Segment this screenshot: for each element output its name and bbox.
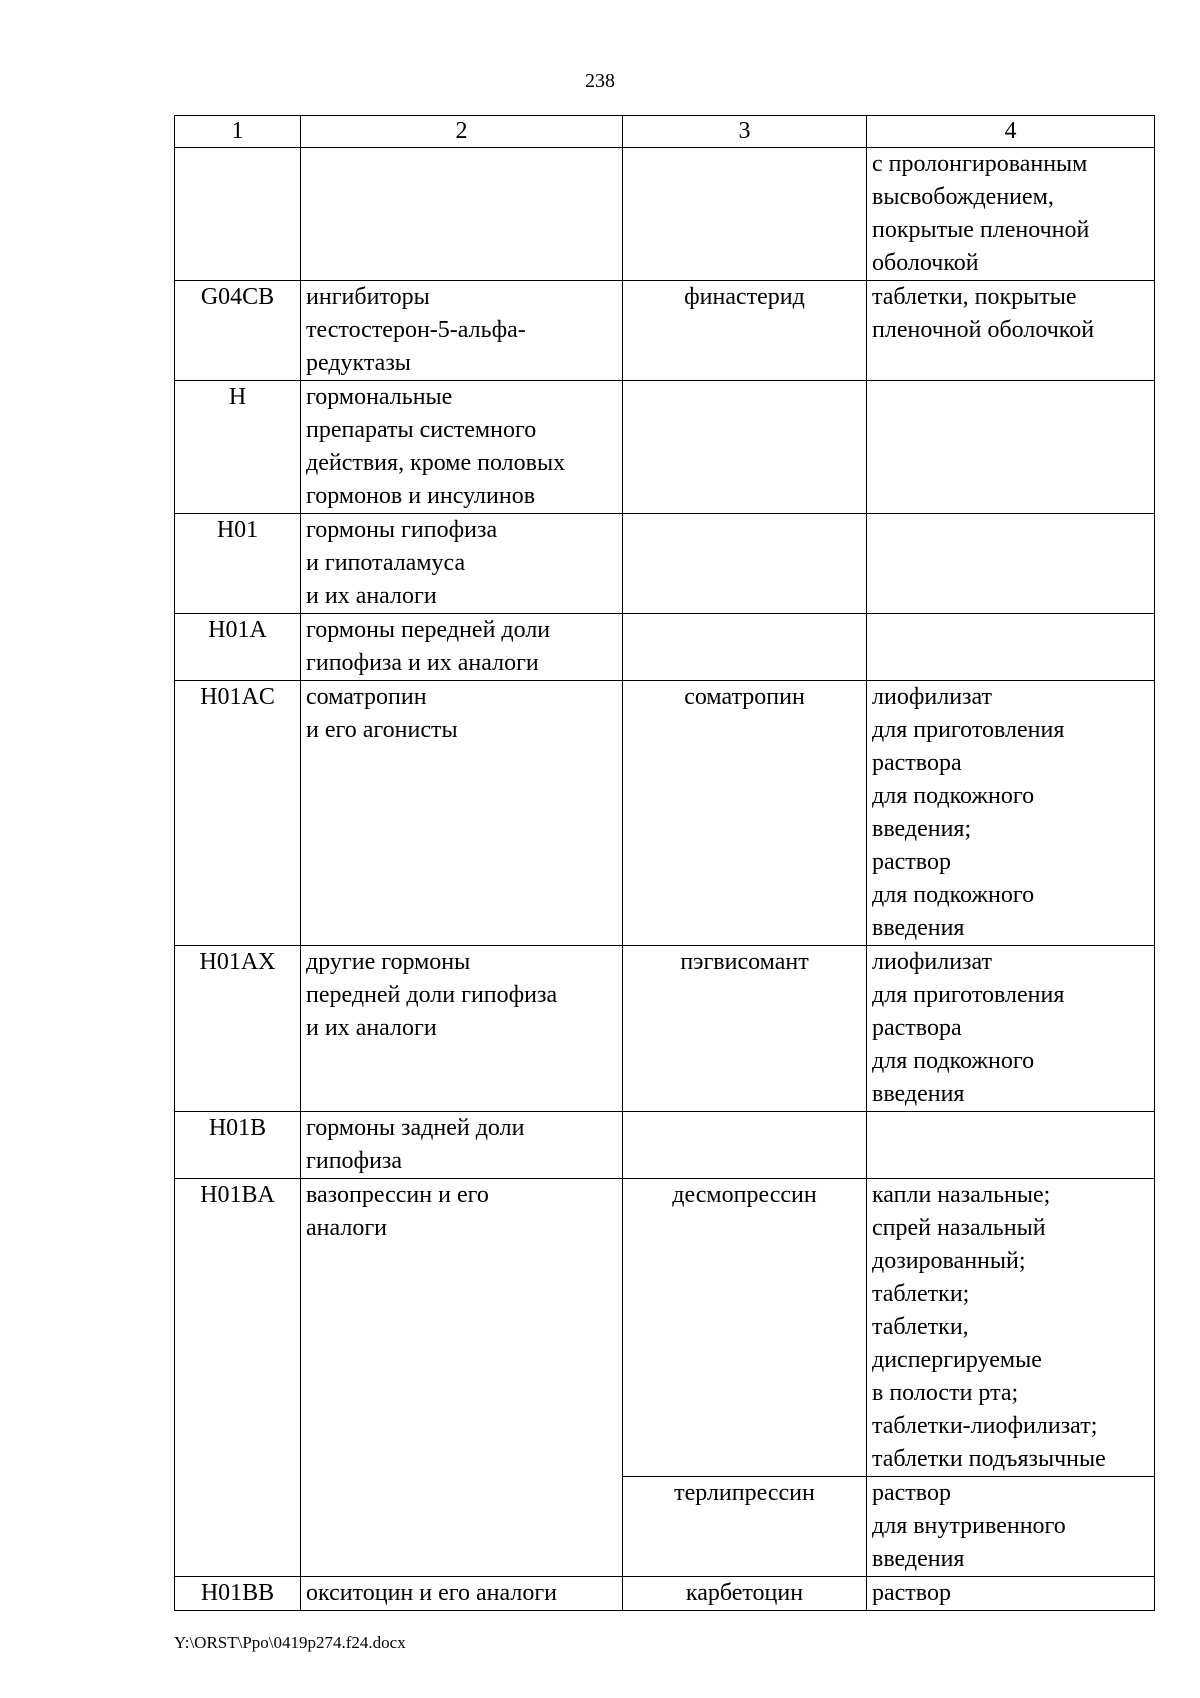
table-row <box>175 514 1155 614</box>
dosage-form-cell: капли назальные; спрей назальный дозированный; таблетки; таблетки, диспергируемые в полости рта; таблетки-лиофилизат; таблетки подъязычные <box>867 1179 1155 1477</box>
page-number: 238 <box>585 70 615 92</box>
substance-cell <box>623 381 867 514</box>
dosage-form-cell: лиофилизат для приготовления раствора для подкожного введения <box>867 946 1155 1112</box>
table-row <box>175 1179 1155 1477</box>
header-cell: 3 <box>623 116 867 148</box>
dosage-form-cell: раствор <box>867 1577 1155 1611</box>
atc-code-cell: H01A <box>175 614 301 681</box>
group-cell: окситоцин и его аналоги <box>301 1577 623 1611</box>
substance-cell <box>623 1112 867 1179</box>
atc-code-cell: H01BA <box>175 1179 301 1577</box>
substance-cell: финастерид <box>623 281 867 381</box>
atc-code-cell: H01B <box>175 1112 301 1179</box>
group-cell: гормональные препараты системного действия, кроме половых гормонов и инсулинов <box>301 381 623 514</box>
group-cell: гормоны передней доли гипофиза и их аналоги <box>301 614 623 681</box>
group-cell <box>301 148 623 281</box>
substance-cell <box>623 614 867 681</box>
dosage-form-cell <box>867 381 1155 514</box>
dosage-form-cell <box>867 1112 1155 1179</box>
group-cell: соматропин и его агонисты <box>301 681 623 946</box>
dosage-form-cell <box>867 614 1155 681</box>
table-row <box>175 946 1155 1112</box>
dosage-form-cell: с пролонгированным высвобождением, покрытые пленочной оболочкой <box>867 148 1155 281</box>
table-row <box>175 381 1155 514</box>
substance-cell <box>623 514 867 614</box>
table-row <box>175 681 1155 946</box>
atc-code-cell: H01BB <box>175 1577 301 1611</box>
dosage-form-cell <box>867 514 1155 614</box>
atc-code-cell: H01AX <box>175 946 301 1112</box>
atc-code-cell: H01 <box>175 514 301 614</box>
group-cell: ингибиторы тестостерон-5-альфа- редуктазы <box>301 281 623 381</box>
header-cell: 1 <box>175 116 301 148</box>
dosage-form-cell: таблетки, покрытые пленочной оболочкой <box>867 281 1155 381</box>
table-row <box>175 1112 1155 1179</box>
group-cell: другие гормоны передней доли гипофиза и их аналоги <box>301 946 623 1112</box>
atc-code-cell: H <box>175 381 301 514</box>
table-row <box>175 614 1155 681</box>
file-path-footer: Y:\ORST\Ppo\0419p274.f24.docx <box>174 1633 406 1652</box>
table-row <box>175 1577 1155 1611</box>
substance-cell: терлипрессин <box>623 1477 867 1577</box>
group-cell: вазопрессин и его аналоги <box>301 1179 623 1577</box>
atc-code-cell <box>175 148 301 281</box>
header-cell: 4 <box>867 116 1155 148</box>
group-cell: гормоны задней доли гипофиза <box>301 1112 623 1179</box>
atc-code-cell: H01AC <box>175 681 301 946</box>
substance-cell: пэгвисомант <box>623 946 867 1112</box>
dosage-form-cell: раствор для внутривенного введения <box>867 1477 1155 1577</box>
substance-cell: соматропин <box>623 681 867 946</box>
dosage-form-cell: лиофилизат для приготовления раствора для подкожного введения; раствор для подкожного введения <box>867 681 1155 946</box>
atc-code-cell: G04CB <box>175 281 301 381</box>
medication-table <box>174 115 1155 1611</box>
group-cell: гормоны гипофиза и гипоталамуса и их аналоги <box>301 514 623 614</box>
substance-cell: карбетоцин <box>623 1577 867 1611</box>
header-cell: 2 <box>301 116 623 148</box>
table-header-row <box>175 116 1155 148</box>
table-row <box>175 148 1155 281</box>
substance-cell: десмопрессин <box>623 1179 867 1477</box>
table-row <box>175 281 1155 381</box>
substance-cell <box>623 148 867 281</box>
